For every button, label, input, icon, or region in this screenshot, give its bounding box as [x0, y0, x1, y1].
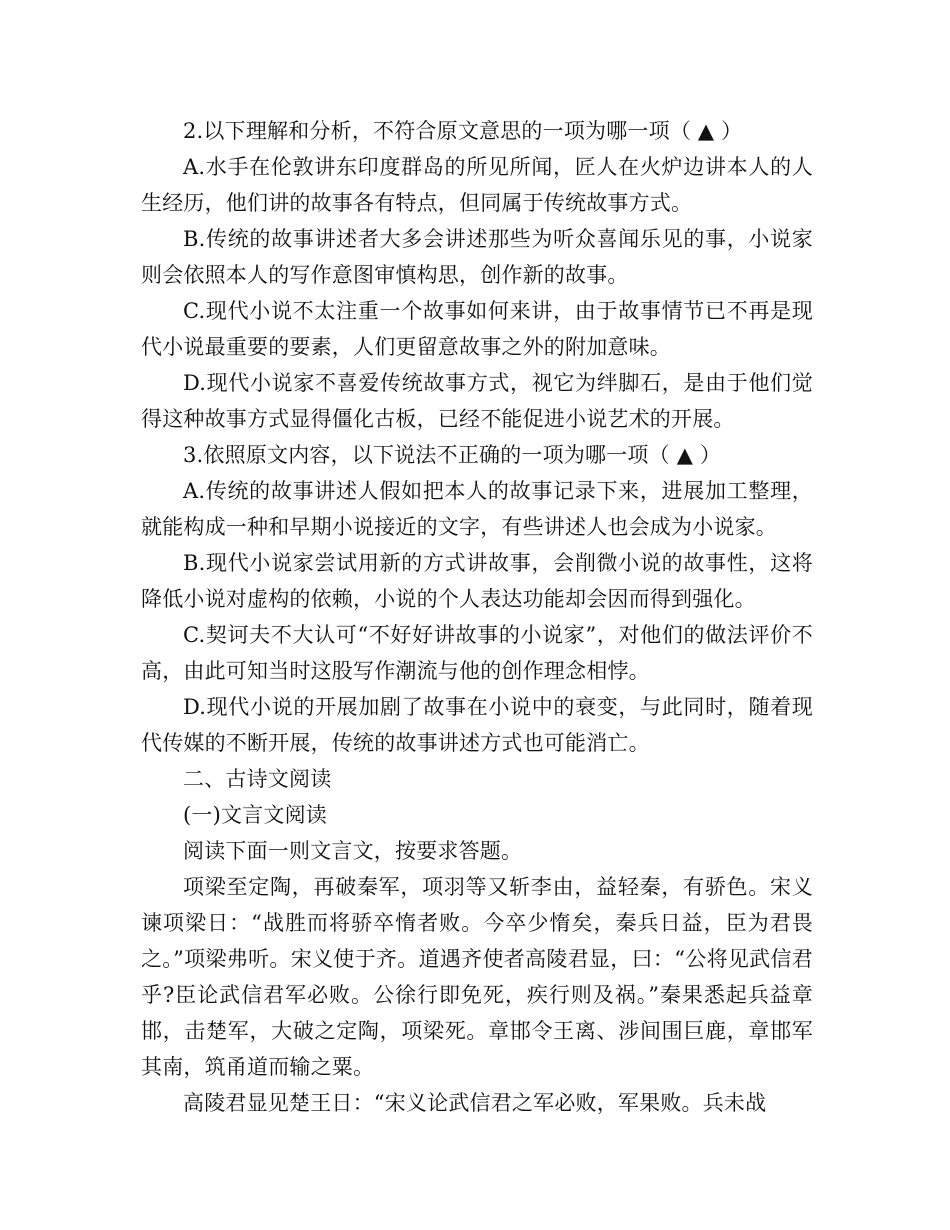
subsection-heading: (一)文言文阅读	[183, 803, 327, 827]
question-2-option-c: C.现代小说不太注重一个故事如何来讲，由于故事情节已不再是现代小说最重要的要素，人们更留意故事之外的附加意味。	[141, 299, 813, 359]
question-2-stem: 2.以下理解和分析，不符合原文意思的一项为哪一项（ ▲ ）	[183, 119, 743, 143]
classical-passage-paragraph: 高陵君显见楚王日：“宋义论武信君之军必败，军果败。兵未战	[183, 1091, 767, 1115]
question-2-option-d: D.现代小说家不喜爱传统故事方式，视它为绊脚石，是由于他们觉得这种故事方式显得僵化古板，已经不能促进小说艺术的开展。	[141, 371, 813, 431]
question-3-option-c: C.契诃夫不大认可“不好好讲故事的小说家”，对他们的做法评价不高，由此可知当时这股写作潮流与他的创作理念相悖。	[141, 623, 813, 683]
classical-passage-paragraph: 项梁至定陶，再破秦军，项羽等又斩李由，益轻秦，有骄色。宋义谏项梁日：“战胜而将骄卒惰者败。今卒少惰矣，秦兵日益，臣为君畏之。”项梁弗听。宋义使于齐。道遇齐使者高陵君显，曰：“公将见武信君乎?臣论武信君军必败。公徐行即免死，疾行则及祸。”秦果悉起兵益章邯，击楚军，大破之定陶，项梁死。章邯令王离、涉间围巨鹿，章邯军其南，筑甬道而输之粟。	[141, 875, 813, 1079]
question-3-option-b: B.现代小说家尝试用新的方式讲故事，会削微小说的故事性，这将降低小说对虚构的依赖，小说的个人表达功能却会因而得到强化。	[141, 551, 813, 611]
question-3-option-a: A.传统的故事讲述人假如把本人的故事记录下来，进展加工整理，就能构成一种和早期小说接近的文字，有些讲述人也会成为小说家。	[141, 479, 813, 539]
reading-instruction: 阅读下面一则文言文，按要求答题。	[183, 839, 523, 863]
document-body	[141, 113, 813, 1121]
question-2-option-a: A.水手在伦敦讲东印度群岛的所见所闻，匠人在火炉边讲本人的人生经历，他们讲的故事各有特点，但同属于传统故事方式。	[141, 155, 813, 215]
section-heading: 二、古诗文阅读	[183, 767, 332, 791]
question-2-option-b: B.传统的故事讲述者大多会讲述那些为听众喜闻乐见的事，小说家则会依照本人的写作意图审慎构思，创作新的故事。	[141, 227, 813, 287]
question-3-option-d: D.现代小说的开展加剧了故事在小说中的衰变，与此同时，随着现代传媒的不断开展，传统的故事讲述方式也可能消亡。	[141, 695, 813, 755]
question-3-stem: 3.依照原文内容，以下说法不正确的一项为哪一项（ ▲ ）	[183, 443, 722, 467]
